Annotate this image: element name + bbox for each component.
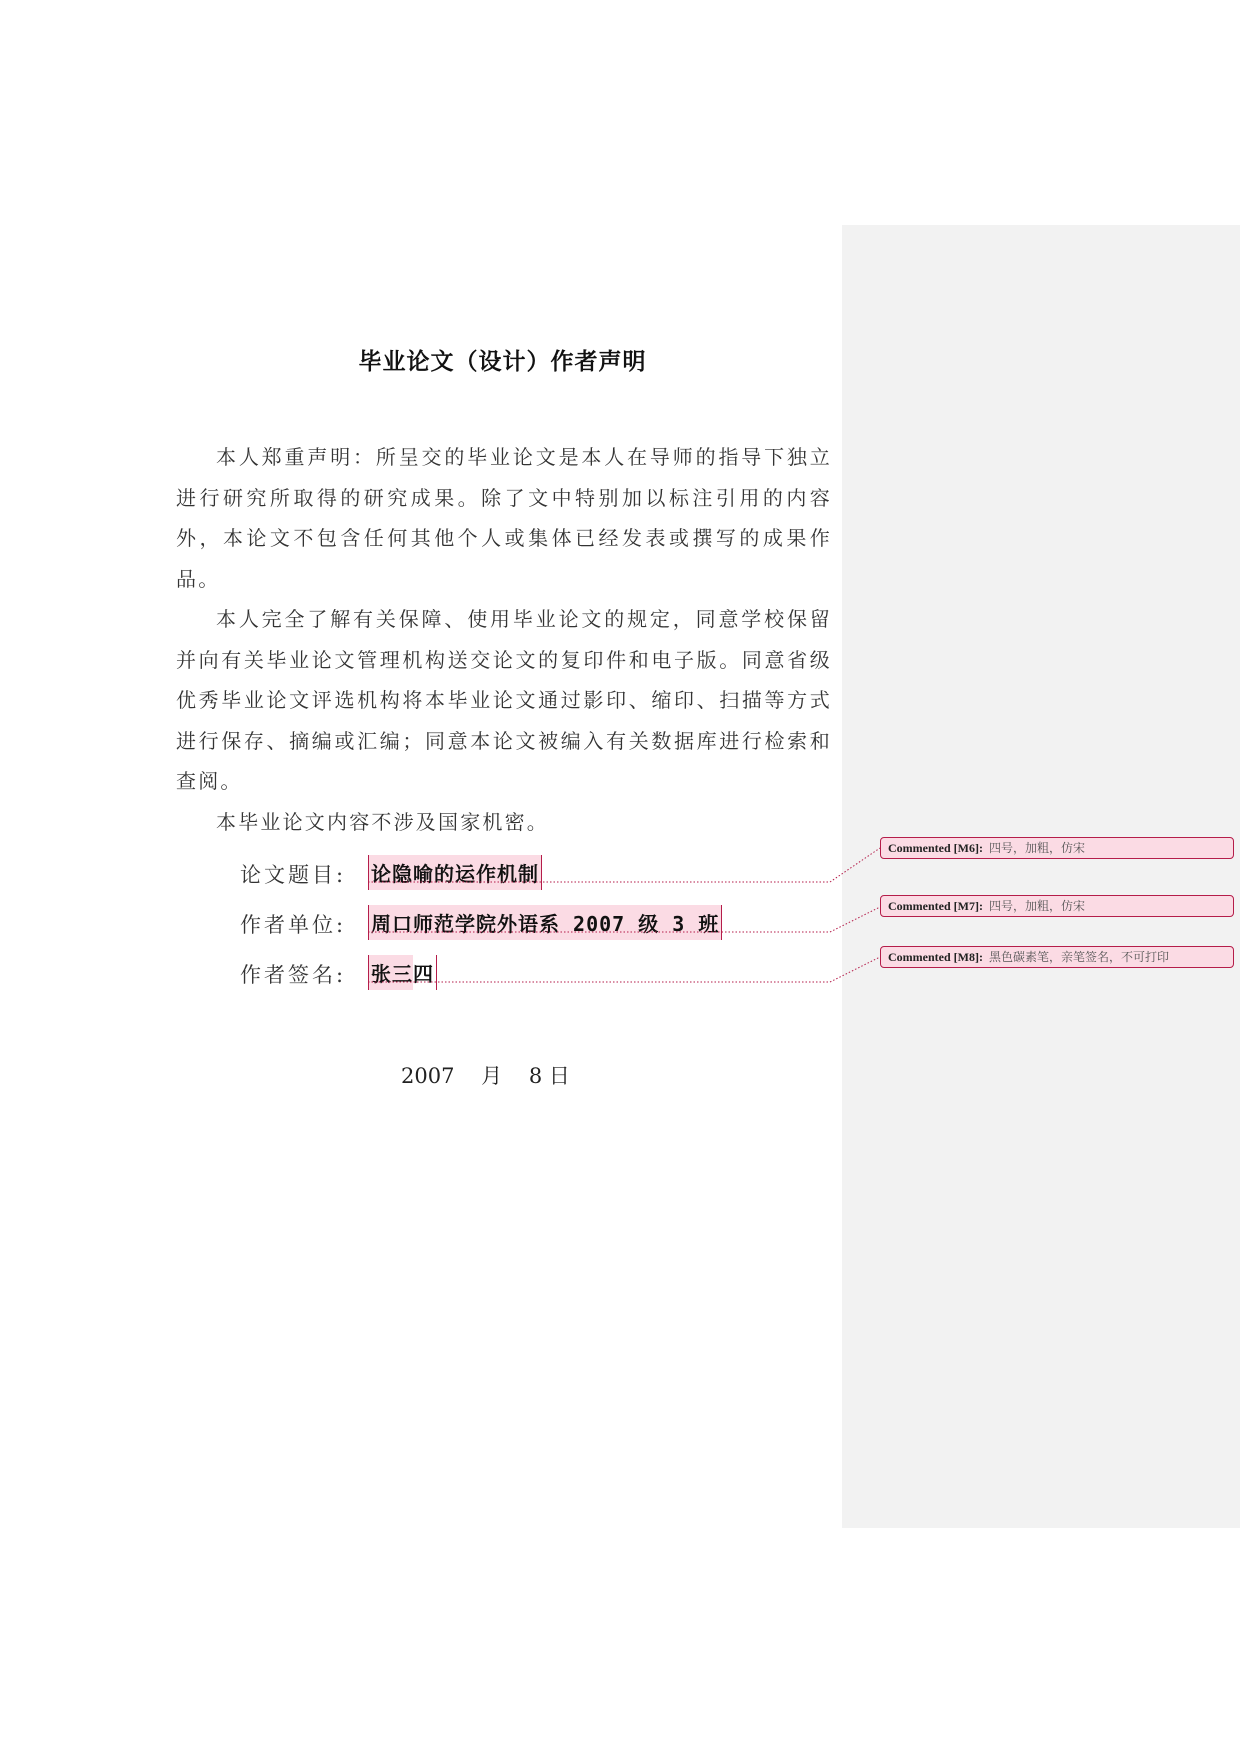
comment-m7-label: Commented [M7]: <box>888 899 983 913</box>
declaration-date: 2007 月 8 日 <box>401 1064 570 1088</box>
declaration-body <box>176 437 832 842</box>
comment-m8[interactable] <box>880 946 1234 968</box>
comment-m8-label: Commented [M8]: <box>888 950 983 964</box>
author-signature-value[interactable]: 张三四 <box>368 955 437 990</box>
comment-m6[interactable] <box>880 837 1234 859</box>
comment-m6-label: Commented [M6]: <box>888 841 983 855</box>
comment-m6-text: 四号，加粗，仿宋 <box>988 841 1085 855</box>
comment-margin-pane <box>842 225 1240 1528</box>
author-unit-row <box>240 903 840 939</box>
comment-m8-text: 黑色碳素笔，亲笔签名，不可打印 <box>988 950 1169 964</box>
thesis-title-value[interactable]: 论隐喻的运作机制 <box>368 855 542 890</box>
comment-m7-text: 四号，加粗，仿宋 <box>988 899 1085 913</box>
declaration-paragraph-2: 本人完全了解有关保障、使用毕业论文的规定，同意学校保留并向有关毕业论文管理机构送交论文的复印件和电子版。同意省级优秀毕业论文评选机构将本毕业论文通过影印、缩印、扫描等方式进行保存、摘编或汇编；同意本论文被编入有关数据库进行检索和查阅。 <box>176 607 832 793</box>
author-signature-label: 作者签名: <box>240 963 347 987</box>
author-signature-row <box>240 953 840 989</box>
page-title: 毕业论文（设计）作者声明 <box>358 349 647 375</box>
author-unit-value[interactable]: 周口师范学院外语系 2007 级 3 班 <box>368 905 722 940</box>
declaration-paragraph-1: 本人郑重声明：所呈交的毕业论文是本人在导师的指导下独立进行研究所取得的研究成果。除了文中特别加以标注引用的内容外，本论文不包含任何其他个人或集体已经发表或撰写的成果作品。 <box>176 445 832 591</box>
thesis-title-label: 论文题目: <box>240 863 347 887</box>
author-unit-label: 作者单位: <box>240 913 347 937</box>
declaration-paragraph-3: 本毕业论文内容不涉及国家机密。 <box>216 809 549 834</box>
comment-m7[interactable] <box>880 895 1234 917</box>
thesis-title-row <box>240 853 840 889</box>
